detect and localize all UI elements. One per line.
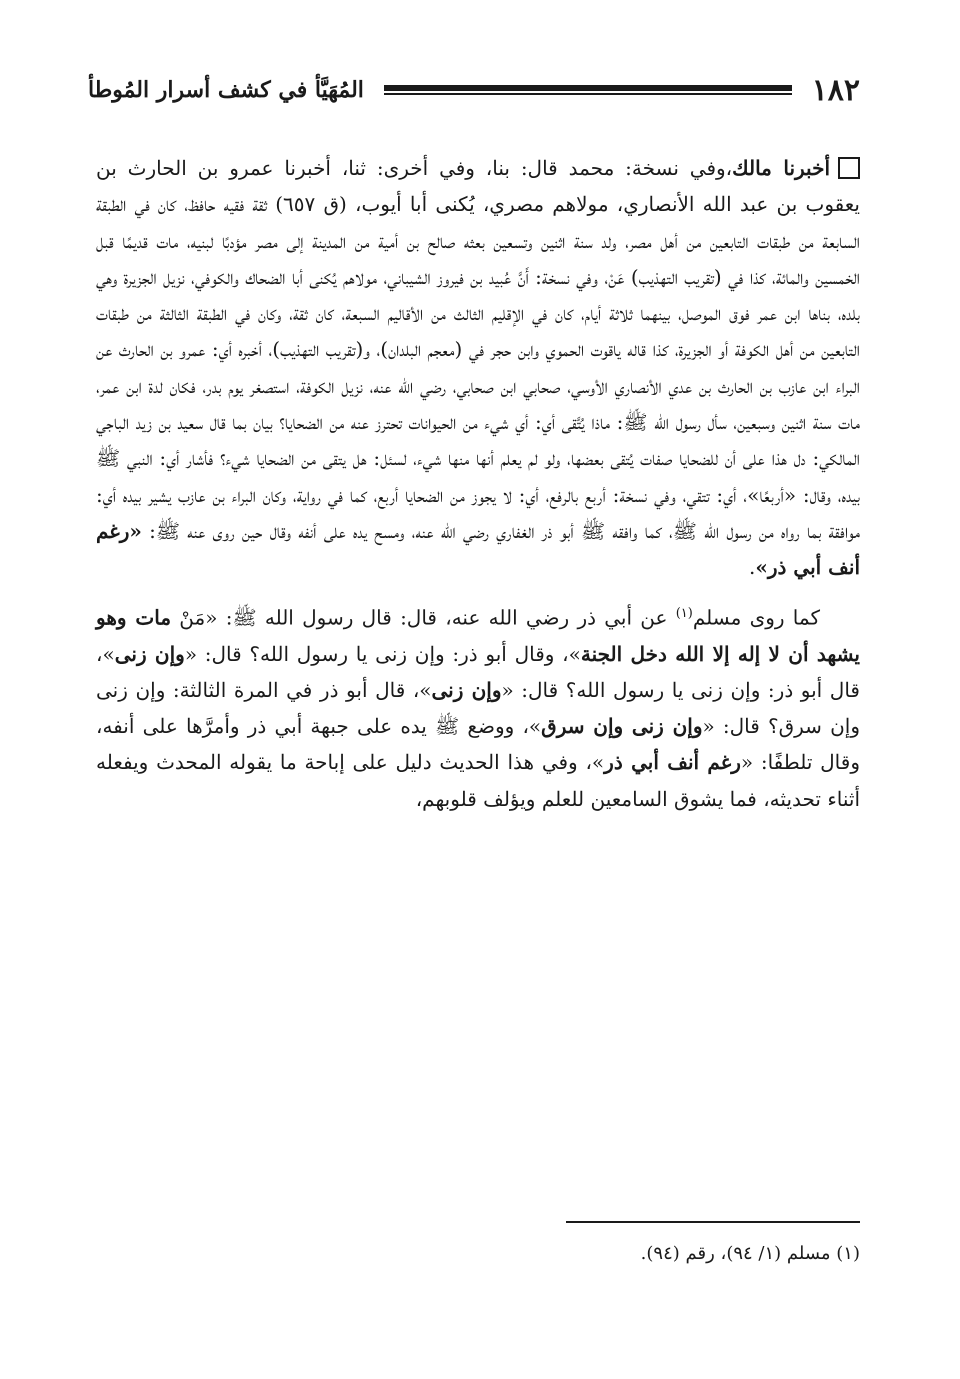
page-number: ١٨٢ bbox=[811, 72, 860, 108]
lead-label: أخبرنا مالك bbox=[732, 156, 830, 180]
hadith-bold-3: وإن زنى bbox=[431, 677, 502, 702]
hadith-bold-1: مات وهو يشهد أن لا إله إلا الله دخل الجنة bbox=[96, 605, 860, 666]
paragraph-2-s5: »، قال أبو ذر في المرة الثالثة: وإن زنى وإن سرق؟ قال: « bbox=[96, 677, 860, 739]
hadith-bold-5: رغم أنف أبي ذر bbox=[604, 750, 741, 775]
paragraph-2-s2: عن أبي ذر رضي الله عنه، قال: قال رسول الله ﷺ: «مَنْ bbox=[171, 605, 676, 630]
paragraph-2-s3: »، وقال أبو ذر: وإن زنى يا رسول الله؟ قال: « bbox=[184, 641, 581, 666]
bold-quote: «رغم أنف أبي ذر» bbox=[96, 518, 860, 580]
paragraph-1-text: ،وفي نسخة: محمد قال: بنا، وفي أخرى: ثنا، أخبرنا عمرو بن الحارث بن يعقوب بن عبد الله الأنصاري، مولاهم مصري، يُكنى أبا أيوب، (ق ٦٥٧) ثقة فقيه حافظ، كان في الطبقة السابعة من طبقات التابعين من أهل مصر، ولد سنة اثنين وتسعين بعثه صالح بن أمية من المدينة إلى مصر مؤدبًا لبنيه، مات قديمًا قبل الخمسين والمائة، كذا في (تقريب التهذيب) عَنْ، وفي نسخة: أَنَّ عُبيد بن فيروز الشيباني، مولاهم يُكنى أبا الضحاك والكوفي، نزيل الجزيرة وهي بلده، بناها ابن عمر فوق الموصل، بينهما ثلاثة أيام، كان في الإقليم الثالث من الأقاليم السبعة، كان ثقة، وكان في الطبقة الثالثة من طبقات التابعين من أهل الكوفة أو الجزيرة، كذا قاله ياقوت الحموي وابن حجر في (معجم البلدان)، و(تقريب التهذيب)، أخبره أي: عمرو بن الحارث عن البراء ابن عازب بن الحارث بن عدي الأنصاري الأوسي، صحابي ابن صحابي، رضي الله عنه، نزيل الكوفة، استصغر يوم بدر، فكان لدة ابن عمر، مات سنة اثنين وسبعين، سأل رسول الله ﷺ: ماذا يُتَّقى أي: أي شيء من الحيوانات تحترز عنه من الضحايا؟ بيان بما قال سعيد بن زيد الباجي المالكي: دل هذا على أن للضحايا صفات يُتقى بعضها، ولو لم يعلم أنها منها شيء، لسئل: هل يتقى من الضحايا شيء؟ فأشار أي: النبي ﷺ بيده، وقال: «أربعًا»، أي: تتقي، وفي نسخة: أربع بالرفع، أي: لا يجوز من الضحايا أربع، كما في رواية، وكان البراء بن عازب يشير بيده أي: موافقة بما رواه من رسول الله ﷺ، كما وافقه ﷺ أبو ذر الغفاري رضي الله عنه، ومسح يده على أنفه وقال حين روى عنه ﷺ: bbox=[96, 156, 861, 543]
paragraph-1-end: . bbox=[749, 555, 756, 580]
paragraph-2-s6: »، ووضع ﷺ يده على جبهة أبي ذر وأمرَّها على أنفه، وقال تلطفًا: « bbox=[96, 714, 860, 775]
paragraph-1 bbox=[96, 150, 860, 586]
paragraph-2-s7: »، وفي هذا الحديث دليل على إباحة ما يقوله المحدث ويفعله أثناء تحديثه، فما يشوق السامعين للعلم ويؤلف قلوبهم، bbox=[96, 750, 860, 811]
footnote-reference[interactable]: (١) bbox=[675, 605, 693, 621]
paragraph-2-s4: »، قال أبو ذر: وإن زنى يا رسول الله؟ قال: « bbox=[96, 641, 860, 702]
footnote: (١) مسلم (١/ ٩٤)، رقم (٩٤). bbox=[640, 1243, 860, 1264]
hadith-bold-4: وإن زنى وإن سرق bbox=[541, 714, 703, 739]
footnote-separator bbox=[566, 1221, 860, 1223]
header-rule bbox=[384, 85, 792, 95]
running-title: المُهَيَّأ في كشف أسرار المُوطأ bbox=[88, 77, 364, 103]
paragraph-2 bbox=[96, 596, 860, 817]
body-text bbox=[96, 150, 860, 817]
hadith-bold-2: وإن زنى bbox=[114, 641, 185, 666]
page-header bbox=[88, 70, 860, 110]
square-bullet-icon bbox=[838, 157, 860, 179]
paragraph-2-s1: كما روى مسلم bbox=[692, 605, 820, 630]
